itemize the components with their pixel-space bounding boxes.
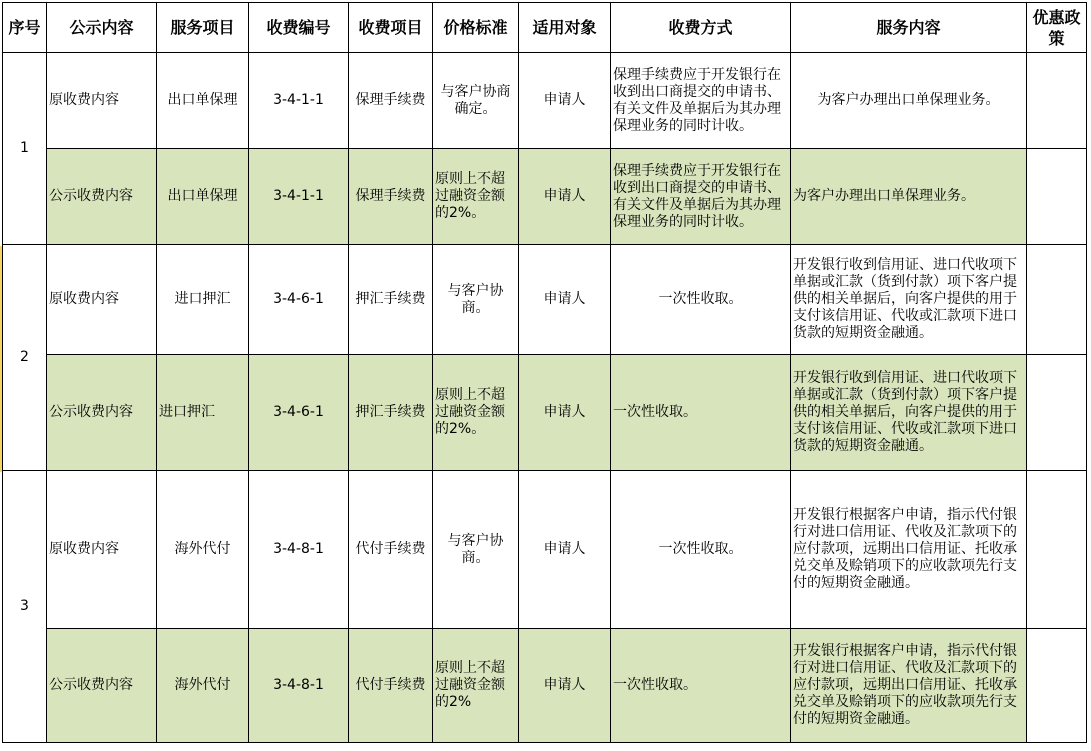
price-cell: 原则上不超过融资金额的2%。	[433, 355, 519, 471]
header-seq: 序号	[3, 3, 47, 53]
service-cell: 海外代付	[157, 471, 249, 629]
service-cell: 进口押汇	[157, 245, 249, 355]
price-cell: 与客户协商。	[433, 471, 519, 629]
item-cell: 押汇手续费	[349, 245, 433, 355]
target-cell: 申请人	[519, 149, 611, 245]
header-content: 公示内容	[47, 3, 157, 53]
target-cell: 申请人	[519, 629, 611, 743]
content-cell: 公示收费内容	[47, 149, 157, 245]
target-cell: 申请人	[519, 355, 611, 471]
policy-cell	[1027, 355, 1087, 471]
table-row	[3, 355, 1087, 471]
header-policy: 优惠政策	[1027, 3, 1087, 53]
method-cell: 保理手续费应于开发银行在收到出口商提交的申请书、有关文件及单据后为其办理保理业务的同时计收。	[611, 149, 791, 245]
desc-cell: 开发银行根据客户申请，指示代付银行对进口信用证、代收及汇款项下的应付款项，远期出口信用证、托收承兑交单及赊销项下的应收款项先行支付的短期资金融通。	[791, 471, 1027, 629]
header-row	[3, 3, 1087, 53]
content-cell: 公示收费内容	[47, 629, 157, 743]
code-cell: 3-4-1-1	[249, 53, 349, 149]
target-cell: 申请人	[519, 53, 611, 149]
table-row	[3, 471, 1087, 629]
table-row	[3, 629, 1087, 743]
code-cell: 3-4-8-1	[249, 471, 349, 629]
service-cell: 出口单保理	[157, 53, 249, 149]
header-target: 适用对象	[519, 3, 611, 53]
method-cell: 一次性收取。	[611, 471, 791, 629]
code-cell: 3-4-1-1	[249, 149, 349, 245]
content-cell: 公示收费内容	[47, 355, 157, 471]
code-cell: 3-4-6-1	[249, 245, 349, 355]
table-row	[3, 149, 1087, 245]
header-method: 收费方式	[611, 3, 791, 53]
header-item: 收费项目	[349, 3, 433, 53]
policy-cell	[1027, 149, 1087, 245]
method-cell: 一次性收取。	[611, 245, 791, 355]
header-service: 服务项目	[157, 3, 249, 53]
price-cell: 原则上不超过融资金额的2%。	[433, 149, 519, 245]
target-cell: 申请人	[519, 471, 611, 629]
item-cell: 代付手续费	[349, 471, 433, 629]
desc-cell: 开发银行根据客户申请，指示代付银行对进口信用证、代收及汇款项下的应付款项，远期出口信用证、托收承兑交单及赊销项下的应收款项先行支付的短期资金融通。	[791, 629, 1027, 743]
policy-cell	[1027, 245, 1087, 355]
method-cell: 保理手续费应于开发银行在收到出口商提交的申请书、有关文件及单据后为其办理保理业务的同时计收。	[611, 53, 791, 149]
target-cell: 申请人	[519, 245, 611, 355]
method-cell: 一次性收取。	[611, 629, 791, 743]
fee-table	[2, 2, 1087, 743]
method-cell: 一次性收取。	[611, 355, 791, 471]
header-code: 收费编号	[249, 3, 349, 53]
item-cell: 保理手续费	[349, 53, 433, 149]
content-cell: 原收费内容	[47, 471, 157, 629]
item-cell: 代付手续费	[349, 629, 433, 743]
policy-cell	[1027, 471, 1087, 629]
header-desc: 服务内容	[791, 3, 1027, 53]
table-row	[3, 245, 1087, 355]
content-cell: 原收费内容	[47, 53, 157, 149]
service-cell: 出口单保理	[157, 149, 249, 245]
price-cell: 与客户协商。	[433, 245, 519, 355]
item-cell: 押汇手续费	[349, 355, 433, 471]
seq-cell: 2	[3, 245, 47, 471]
desc-cell: 为客户办理出口单保理业务。	[791, 53, 1027, 149]
service-cell: 进口押汇	[157, 355, 249, 471]
desc-cell: 开发银行收到信用证、进口代收项下单据或汇款（货到付款）项下客户提供的相关单据后，向客户提供的用于支付该信用证、代收或汇款项下进口货款的短期资金融通。	[791, 355, 1027, 471]
item-cell: 保理手续费	[349, 149, 433, 245]
desc-cell: 开发银行收到信用证、进口代收项下单据或汇款（货到付款）项下客户提供的相关单据后，向客户提供的用于支付该信用证、代收或汇款项下进口货款的短期资金融通。	[791, 245, 1027, 355]
content-cell: 原收费内容	[47, 245, 157, 355]
price-cell: 与客户协商确定。	[433, 53, 519, 149]
code-cell: 3-4-8-1	[249, 629, 349, 743]
header-price: 价格标准	[433, 3, 519, 53]
service-cell: 海外代付	[157, 629, 249, 743]
code-cell: 3-4-6-1	[249, 355, 349, 471]
policy-cell	[1027, 53, 1087, 149]
table-row	[3, 53, 1087, 149]
policy-cell	[1027, 629, 1087, 743]
seq-cell: 1	[3, 53, 47, 245]
desc-cell: 为客户办理出口单保理业务。	[791, 149, 1027, 245]
seq-cell: 3	[3, 471, 47, 743]
price-cell: 原则上不超过融资金额的2%	[433, 629, 519, 743]
